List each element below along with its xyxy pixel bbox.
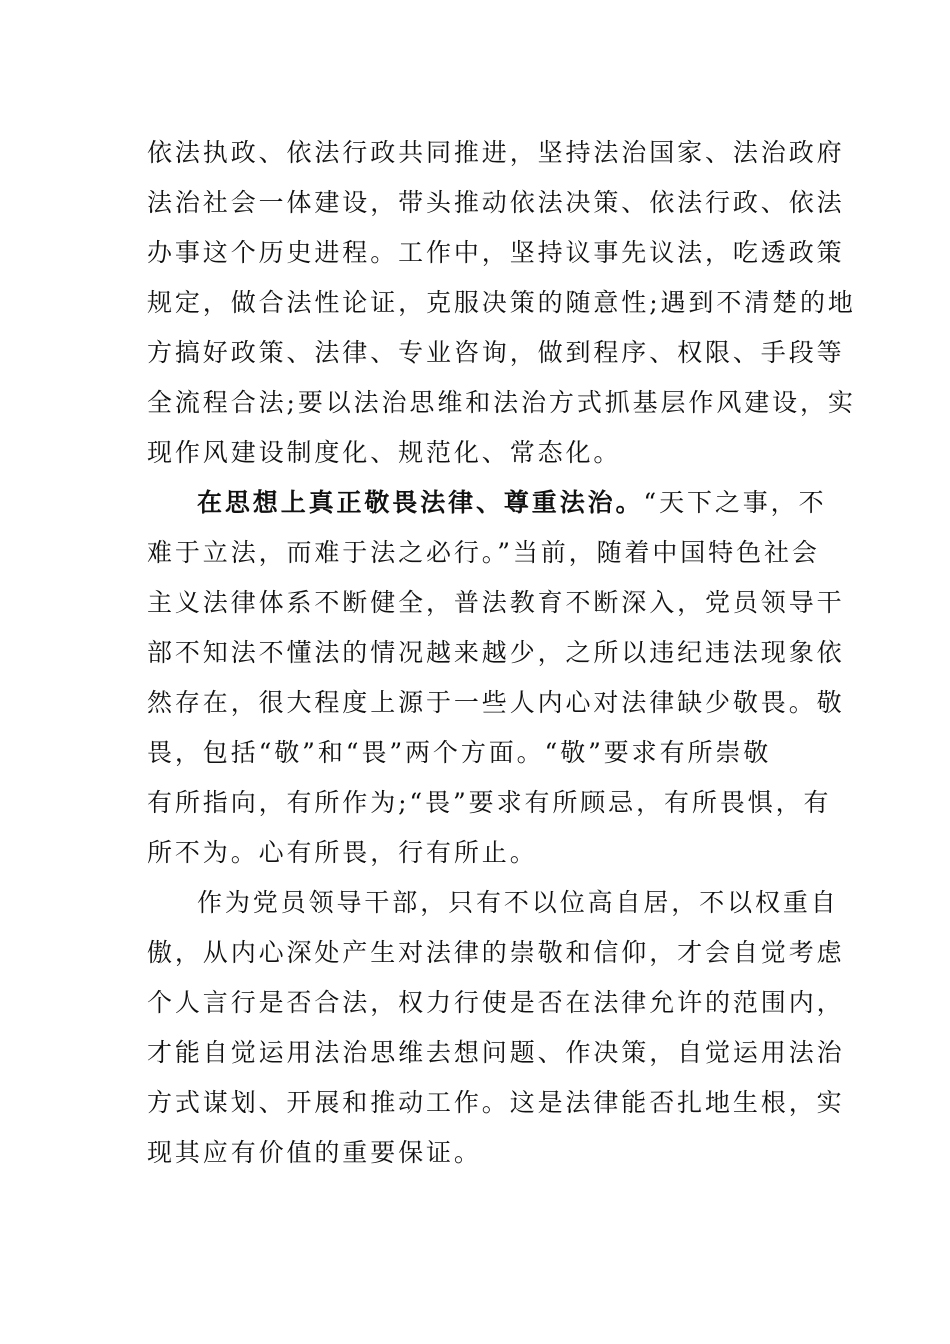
text-line: 作为党员领导干部，只有不以位高自居，不以权重自 — [197, 888, 839, 917]
text-line: 有所指向，有所作为;“畏”要求有所顾忌，有所畏惧，有 — [147, 788, 832, 817]
text-line: 方式谋划、开展和推动工作。这是法律能否扎地生根，实 — [147, 1088, 845, 1117]
paragraph-heading: 在思想上真正敬畏法律、尊重法治。 — [197, 488, 644, 517]
text-line: 法治社会一体建设，带头推动依法决策、依法行政、依法 — [147, 188, 845, 217]
text-line — [197, 478, 827, 528]
text-line: 才能自觉运用法治思维去想问题、作决策，自觉运用法治 — [147, 1038, 845, 1067]
text-line: 主义法律体系不断健全，普法教育不断深入，党员领导干 — [147, 588, 845, 617]
text-line: 然存在，很大程度上源于一些人内心对法律缺少敬畏。敬 — [147, 688, 845, 717]
text-line: 办事这个历史进程。工作中，坚持议事先议法，吃透政策 — [147, 238, 845, 267]
text-line: 畏，包括“敬”和“畏”两个方面。“敬”要求有所崇敬 — [147, 738, 772, 767]
text-line: 规定，做合法性论证，克服决策的随意性;遇到不清楚的地 — [147, 288, 856, 317]
text-line: 个人言行是否合法，权力行使是否在法律允许的范围内， — [147, 988, 845, 1017]
text-line: 现其应有价值的重要保证。 — [147, 1138, 482, 1167]
text-line: 依法执政、依法行政共同推进，坚持法治国家、法治政府 — [147, 138, 845, 167]
text-span: “天下之事，不 — [643, 488, 827, 517]
text-line: 全流程合法;要以法治思维和法治方式抓基层作风建设，实 — [147, 388, 856, 417]
text-line: 难于立法，而难于法之必行。”当前，随着中国特色社会 — [147, 538, 820, 567]
text-line: 部不知法不懂法的情况越来越少，之所以违纪违法现象依 — [147, 638, 845, 667]
text-line: 所不为。心有所畏，行有所止。 — [147, 838, 538, 867]
text-line: 现作风建设制度化、规范化、常态化。 — [147, 438, 622, 467]
text-line: 方搞好政策、法律、专业咨询，做到程序、权限、手段等 — [147, 338, 845, 367]
text-line: 傲，从内心深处产生对法律的崇敬和信仰，才会自觉考虑 — [147, 938, 845, 967]
